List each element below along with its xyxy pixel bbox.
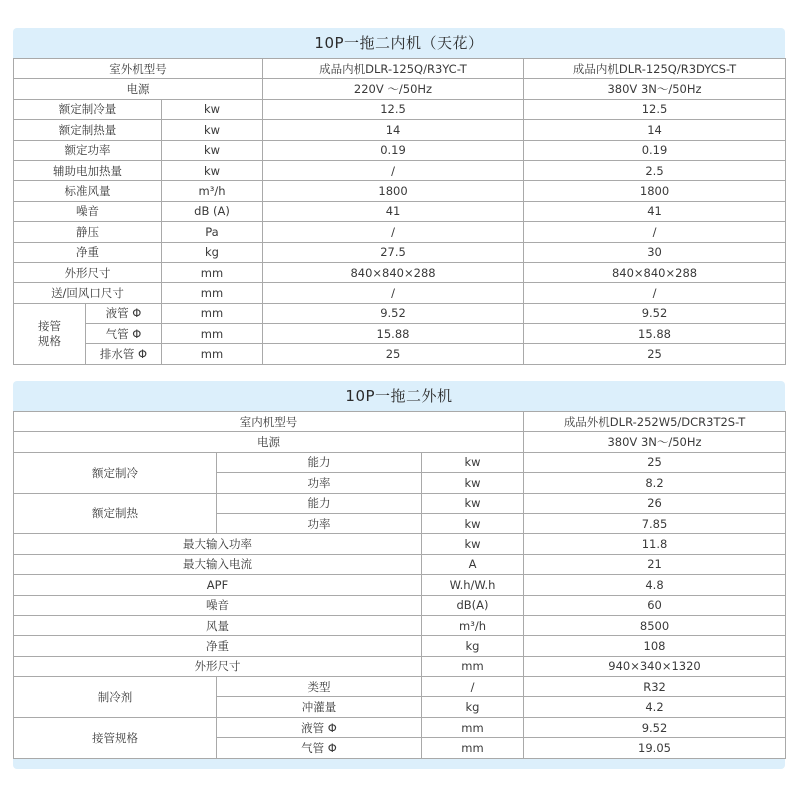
pipe-spec-group-label: 接管规格 (14, 717, 217, 758)
row-value-a: 14 (263, 120, 524, 140)
row-unit: kw (422, 473, 524, 493)
row-label: 排水管 Φ (86, 344, 162, 364)
indoor-power-label: 电源 (14, 79, 263, 99)
row-label: 辅助电加热量 (14, 160, 162, 180)
row-value-b: 30 (524, 242, 786, 262)
row-value: 108 (524, 636, 786, 656)
row-label: 标准风量 (14, 181, 162, 201)
row-unit: m³/h (422, 615, 524, 635)
row-value-b: / (524, 222, 786, 242)
indoor-header-label: 室外机型号 (14, 59, 263, 79)
row-value: 4.2 (524, 697, 786, 717)
row-unit: A (422, 554, 524, 574)
row-value: 8500 (524, 615, 786, 635)
table-row (14, 452, 786, 472)
indoor-power-b: 380V 3N～/50Hz (524, 79, 786, 99)
row-unit: kw (162, 99, 263, 119)
row-label: 风量 (14, 615, 422, 635)
outdoor-spec-panel (13, 381, 785, 769)
row-unit: kw (162, 160, 263, 180)
table-row (14, 262, 786, 282)
row-value: 60 (524, 595, 786, 615)
row-label: 液管 Φ (217, 717, 422, 737)
row-value: 19.05 (524, 738, 786, 758)
row-unit: kg (422, 697, 524, 717)
row-value: 940×340×1320 (524, 656, 786, 676)
row-value: 11.8 (524, 534, 786, 554)
row-unit: mm (162, 324, 263, 344)
row-label: 噪音 (14, 201, 162, 221)
row-value-a: / (263, 283, 524, 303)
row-label: 净重 (14, 242, 162, 262)
table-row (14, 242, 786, 262)
table-row (14, 554, 786, 574)
row-label: 液管 Φ (86, 303, 162, 323)
row-unit: kw (422, 513, 524, 533)
indoor-spec-panel (13, 28, 785, 364)
row-value-a: 25 (263, 344, 524, 364)
table-row (14, 636, 786, 656)
row-unit: kw (422, 534, 524, 554)
row-value-b: 15.88 (524, 324, 786, 344)
table-row (14, 303, 786, 323)
row-unit: m³/h (162, 181, 263, 201)
row-value-b: 41 (524, 201, 786, 221)
row-value-b: 840×840×288 (524, 262, 786, 282)
row-label: 额定功率 (14, 140, 162, 160)
table-row (14, 324, 786, 344)
row-unit: mm (162, 262, 263, 282)
indoor-model-b: 成品内机DLR-125Q/R3DYCS-T (524, 59, 786, 79)
row-value-a: 9.52 (263, 303, 524, 323)
indoor-spec-title: 10P一拖二内机（天花） (314, 34, 484, 52)
cooling-group-label: 额定制冷 (14, 452, 217, 493)
row-value-b: 14 (524, 120, 786, 140)
row-value-a: 15.88 (263, 324, 524, 344)
table-row (14, 99, 786, 119)
heating-group-label: 额定制热 (14, 493, 217, 534)
row-value-b: 0.19 (524, 140, 786, 160)
row-unit: kg (422, 636, 524, 656)
row-label: 净重 (14, 636, 422, 656)
row-value-b: 12.5 (524, 99, 786, 119)
row-label: 功率 (217, 513, 422, 533)
table-row (14, 120, 786, 140)
table-row (14, 344, 786, 364)
table-row (14, 181, 786, 201)
row-value-a: 41 (263, 201, 524, 221)
row-value: 7.85 (524, 513, 786, 533)
table-row (14, 595, 786, 615)
row-value: 9.52 (524, 717, 786, 737)
row-unit: mm (162, 283, 263, 303)
row-label: 额定制热量 (14, 120, 162, 140)
table-row (14, 677, 786, 697)
table-row (14, 717, 786, 737)
row-label: 冲灌量 (217, 697, 422, 717)
row-value-a: 1800 (263, 181, 524, 201)
row-value-b: 2.5 (524, 160, 786, 180)
table-row (14, 140, 786, 160)
row-unit: kw (422, 452, 524, 472)
row-unit: dB (A) (162, 201, 263, 221)
table-row (14, 283, 786, 303)
table-row (14, 222, 786, 242)
row-label: APF (14, 575, 422, 595)
row-label: 送/回风口尺寸 (14, 283, 162, 303)
row-value: 25 (524, 452, 786, 472)
row-label: 类型 (217, 677, 422, 697)
indoor-header-row (14, 59, 786, 79)
row-label: 外形尺寸 (14, 262, 162, 282)
row-label: 噪音 (14, 595, 422, 615)
indoor-model-a: 成品内机DLR-125Q/R3YC-T (263, 59, 524, 79)
row-label: 能力 (217, 493, 422, 513)
outdoor-header-label: 室内机型号 (14, 412, 524, 432)
row-value-b: 9.52 (524, 303, 786, 323)
row-value-b: / (524, 283, 786, 303)
row-value-a: 840×840×288 (263, 262, 524, 282)
row-label: 静压 (14, 222, 162, 242)
row-unit: kw (162, 140, 263, 160)
table-row (14, 575, 786, 595)
row-value: 21 (524, 554, 786, 574)
outdoor-spec-title: 10P一拖二外机 (345, 387, 453, 405)
outdoor-header-row (14, 412, 786, 432)
row-unit: W.h/W.h (422, 575, 524, 595)
row-value-a: 27.5 (263, 242, 524, 262)
pipe-spec-group-text: 接管 规格 (38, 318, 61, 348)
row-label: 外形尺寸 (14, 656, 422, 676)
table-row (14, 615, 786, 635)
row-value: 8.2 (524, 473, 786, 493)
row-label: 最大输入功率 (14, 534, 422, 554)
row-unit: dB(A) (422, 595, 524, 615)
table-row (14, 160, 786, 180)
row-unit: mm (162, 303, 263, 323)
table-row (14, 493, 786, 513)
row-unit: mm (422, 738, 524, 758)
table-row (14, 656, 786, 676)
refrigerant-group-label: 制冷剂 (14, 677, 217, 718)
outdoor-power-value: 380V 3N～/50Hz (524, 432, 786, 452)
row-value: R32 (524, 677, 786, 697)
outdoor-spec-table (13, 411, 786, 759)
row-value-a: / (263, 160, 524, 180)
row-unit: kw (422, 493, 524, 513)
row-value-a: 0.19 (263, 140, 524, 160)
row-value-b: 25 (524, 344, 786, 364)
outdoor-power-label: 电源 (14, 432, 524, 452)
table-row (14, 201, 786, 221)
row-label: 额定制冷量 (14, 99, 162, 119)
indoor-spec-table (13, 58, 786, 365)
row-value-b: 1800 (524, 181, 786, 201)
row-unit: kg (162, 242, 263, 262)
table-row (14, 534, 786, 554)
row-label: 能力 (217, 452, 422, 472)
row-value: 26 (524, 493, 786, 513)
row-label: 气管 Φ (86, 324, 162, 344)
row-value-a: / (263, 222, 524, 242)
row-unit: kw (162, 120, 263, 140)
row-label: 最大输入电流 (14, 554, 422, 574)
row-unit: / (422, 677, 524, 697)
row-unit: mm (422, 717, 524, 737)
row-label: 功率 (217, 473, 422, 493)
row-unit: mm (422, 656, 524, 676)
row-value-a: 12.5 (263, 99, 524, 119)
indoor-power-a: 220V ～/50Hz (263, 79, 524, 99)
indoor-power-row (14, 79, 786, 99)
outdoor-power-row (14, 432, 786, 452)
row-unit: mm (162, 344, 263, 364)
row-unit: Pa (162, 222, 263, 242)
pipe-spec-group-label (14, 303, 86, 364)
row-value: 4.8 (524, 575, 786, 595)
row-label: 气管 Φ (217, 738, 422, 758)
outdoor-model: 成品外机DLR-252W5/DCR3T2S-T (524, 412, 786, 432)
